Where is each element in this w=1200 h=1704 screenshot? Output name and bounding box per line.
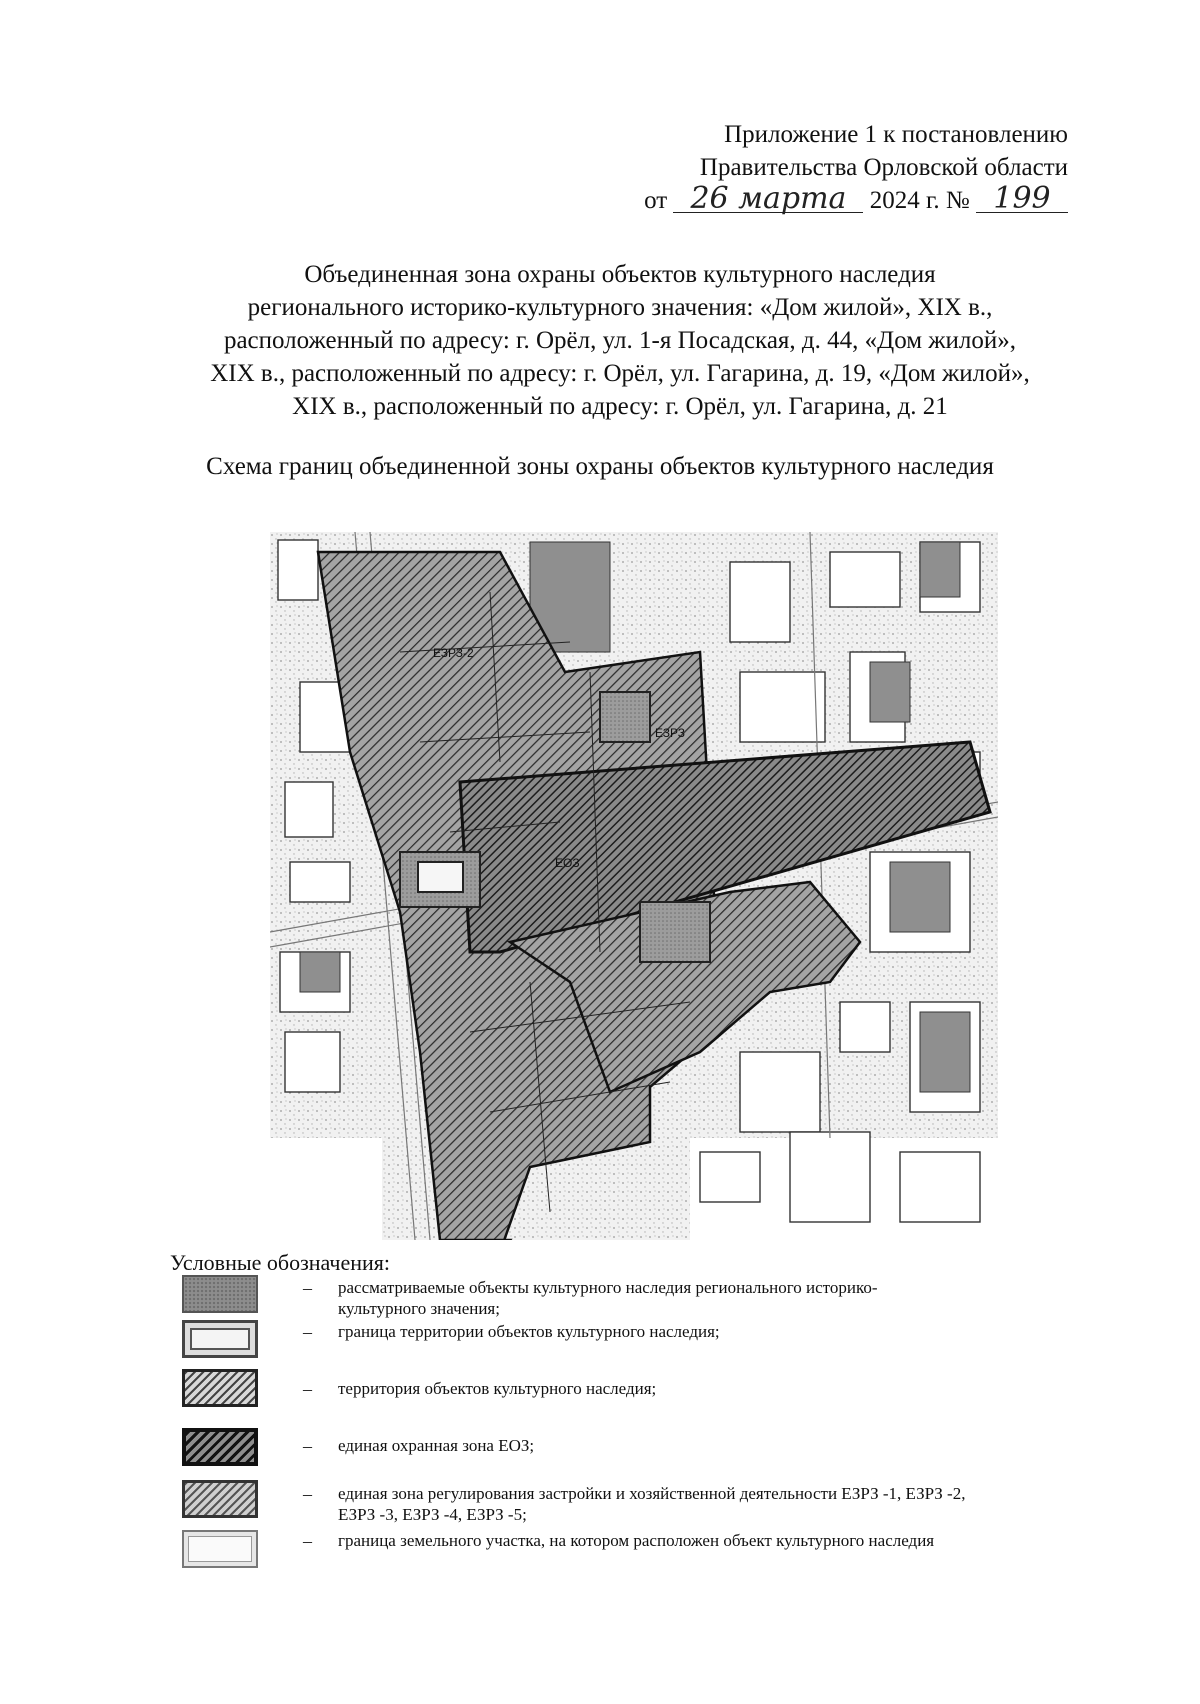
legend-item-3-line-1: территория объектов культурного наследия; — [338, 1379, 657, 1398]
scheme-title: Схема границ объединенной зоны охраны объектов культурного наследия — [206, 453, 994, 480]
title-line-5: XIX в., расположенный по адресу: г. Орёл, ул. Гагарина, д. 21 — [292, 393, 948, 420]
appendix-header — [560, 118, 1068, 217]
legend-item-4 — [338, 1435, 1098, 1456]
handwritten-number: 199 — [976, 186, 1068, 213]
legend-item-1 — [338, 1277, 1098, 1319]
legend-item-6 — [338, 1530, 1098, 1551]
legend-dash: – — [303, 1531, 312, 1551]
title-line-1: Объединенная зона охраны объектов культурного наследия — [304, 261, 936, 288]
title-line-4: XIX в., расположенный по адресу: г. Орёл, ул. Гагарина, д. 19, «Дом жилой», — [210, 360, 1030, 387]
legend-dash: – — [303, 1484, 312, 1504]
map-label-ezrz: ЕЗРЗ — [655, 726, 685, 740]
legend-item-2 — [338, 1321, 1098, 1342]
legend-item-6-line-1: граница земельного участка, на котором расположен объект культурного наследия — [338, 1531, 935, 1550]
handwritten-date: 26 марта — [673, 186, 863, 213]
date-prefix: от — [644, 187, 668, 214]
legend-dash: – — [303, 1436, 312, 1456]
legend-swatch-territory-boundary — [182, 1320, 258, 1358]
legend-item-3 — [338, 1378, 1098, 1399]
legend-item-1-line-1: рассматриваемые объекты культурного наследия регионального историко- — [338, 1278, 878, 1297]
legend-swatch-land-plot-boundary — [182, 1530, 258, 1568]
legend-item-5-line-1: единая зона регулирования застройки и хозяйственной деятельности ЕЗРЗ -1, ЕЗРЗ -2, — [338, 1484, 966, 1503]
object-boundary — [418, 862, 463, 892]
map-label-eoz: ЕОЗ — [555, 856, 580, 870]
legend-item-5-line-2: ЕЗРЗ -3, ЕЗРЗ -4, ЕЗРЗ -5; — [338, 1505, 527, 1524]
legend-item-1-line-2: культурного значения; — [338, 1299, 500, 1318]
document-title — [160, 258, 1080, 423]
legend-dash: – — [303, 1379, 312, 1399]
appendix-line-1: Приложение 1 к постановлению — [724, 121, 1068, 148]
year-text: 2024 г. № — [869, 187, 970, 214]
legend-item-2-line-1: граница территории объектов культурного наследия; — [338, 1322, 720, 1341]
legend-item-4-line-1: единая охранная зона ЕОЗ; — [338, 1436, 535, 1455]
protection-zone-map — [270, 532, 998, 1240]
legend-swatch-ezrz — [182, 1480, 258, 1518]
legend-dash: – — [303, 1278, 312, 1298]
legend-swatch-eoz — [182, 1428, 258, 1466]
title-line-2: регионального историко-культурного значения: «Дом жилой», XIX в., — [247, 294, 993, 321]
appendix-date-line — [560, 181, 1068, 217]
appendix-line-2: Правительства Орловской области — [699, 154, 1068, 181]
legend-dash: – — [303, 1322, 312, 1342]
legend-swatch-heritage-objects — [182, 1275, 258, 1313]
legend-item-5 — [338, 1483, 1098, 1525]
legend-swatch-heritage-territory — [182, 1369, 258, 1407]
map-label-ezrz-2: ЕЗРЗ-2 — [433, 646, 474, 660]
title-line-3: расположенный по адресу: г. Орёл, ул. 1-я Посадская, д. 44, «Дом жилой», — [223, 327, 1017, 354]
legend-heading: Условные обозначения: — [170, 1250, 391, 1275]
